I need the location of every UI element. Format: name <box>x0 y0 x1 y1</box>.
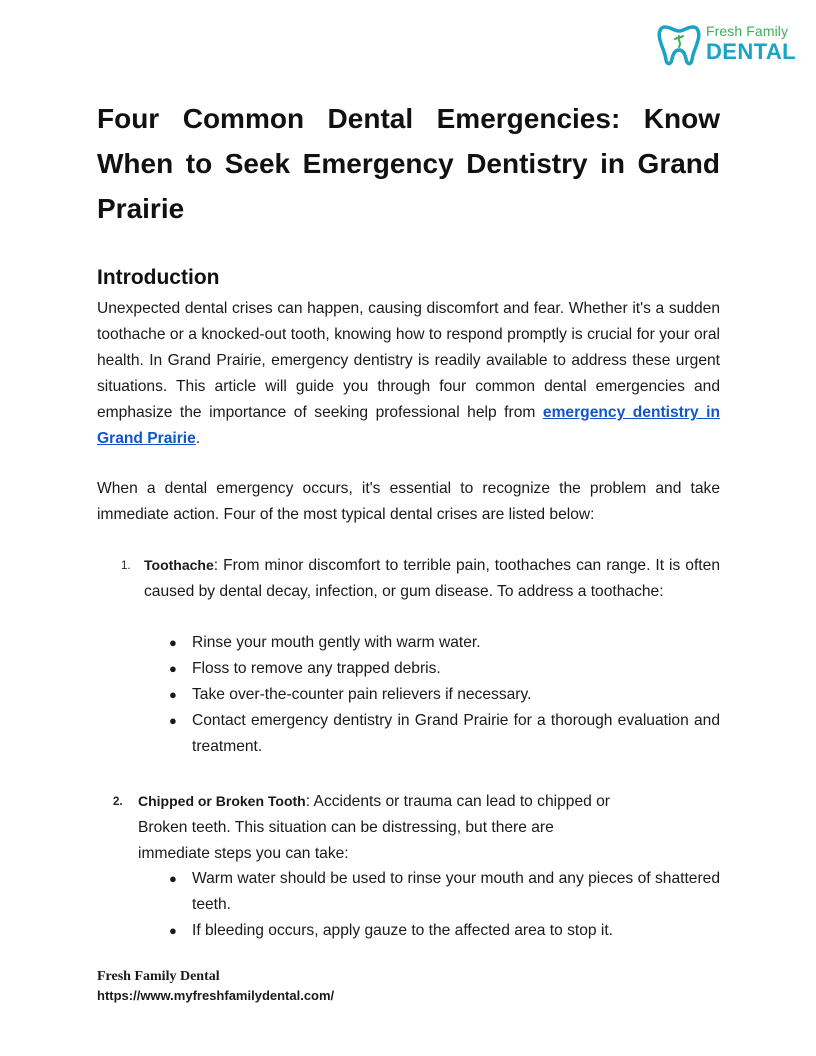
tooth-icon <box>657 21 701 67</box>
intro-end: . <box>195 430 201 447</box>
item1-term: Toothache <box>144 557 214 573</box>
item2-term: Chipped or Broken Tooth <box>138 793 306 809</box>
brand-logo <box>657 19 802 69</box>
logo-line1: Fresh Family <box>706 23 789 39</box>
item1-bullet: Rinse your mouth gently with warm water. <box>192 634 481 651</box>
footer-url: https://www.myfreshfamilydental.com/ <box>97 988 335 1003</box>
item2-text <box>138 788 698 867</box>
bullet-icon: ● <box>169 923 177 938</box>
bullet-icon: ● <box>169 871 177 886</box>
item2-bullet: If bleeding occurs, apply gauze to the affected area to stop it. <box>192 922 614 939</box>
bullet-icon: ● <box>169 661 177 676</box>
footer-name: Fresh Family Dental <box>97 969 220 984</box>
logo-line2: DENTAL <box>706 39 796 64</box>
bullet-icon: ● <box>169 687 177 702</box>
intro-paragraph <box>97 296 720 452</box>
item2-line3: immediate steps you can take: <box>138 845 349 862</box>
page-title: Four Common Dental Emergencies: Know When to Seek Emergency Dentistry in Grand Prairie <box>97 103 720 224</box>
item2-line2: Broken teeth. This situation can be distressing, but there are <box>138 819 554 836</box>
item1-number: 1. <box>121 560 131 572</box>
item1-bullet: Take over-the-counter pain relievers if necessary. <box>192 686 532 703</box>
intro-text: Unexpected dental crises can happen, causing discomfort and fear. Whether it's a sudden toothache or a knocked-out tooth, knowing how to respond promptly is crucial for your oral health. In Grand Prairie, emergency dentistry is readily available to address these urgent situations. This article will guide you through four common dental emergencies and emphasize the importance of seeking professional help from <box>97 300 720 421</box>
bullet-icon: ● <box>169 635 177 650</box>
item1-desc: : From minor discomfort to terrible pain, toothaches can range. It is often caused by dental decay, infection, or gum disease. To address a toothache: <box>144 557 720 600</box>
item2-bullet: Warm water should be used to rinse your mouth and any pieces of shattered teeth. <box>192 870 720 913</box>
emergency-paragraph: When a dental emergency occurs, it's essential to recognize the problem and take immediate action. Four of the most typical dental crises are listed below: <box>97 480 720 523</box>
item2-number: 2. <box>113 796 123 808</box>
item1-text <box>144 552 720 605</box>
intro-heading: Introduction <box>97 266 220 289</box>
emergency-dentistry-link[interactable]: emergency dentistry in Grand Prairie <box>97 404 720 447</box>
item1-bullet: Contact emergency dentistry in Grand Prairie for a thorough evaluation and treatment. <box>192 712 720 755</box>
item2-line1: : Accidents or trauma can lead to chipped or <box>305 793 610 810</box>
item1-bullet: Floss to remove any trapped debris. <box>192 660 441 677</box>
bullet-icon: ● <box>169 713 177 728</box>
